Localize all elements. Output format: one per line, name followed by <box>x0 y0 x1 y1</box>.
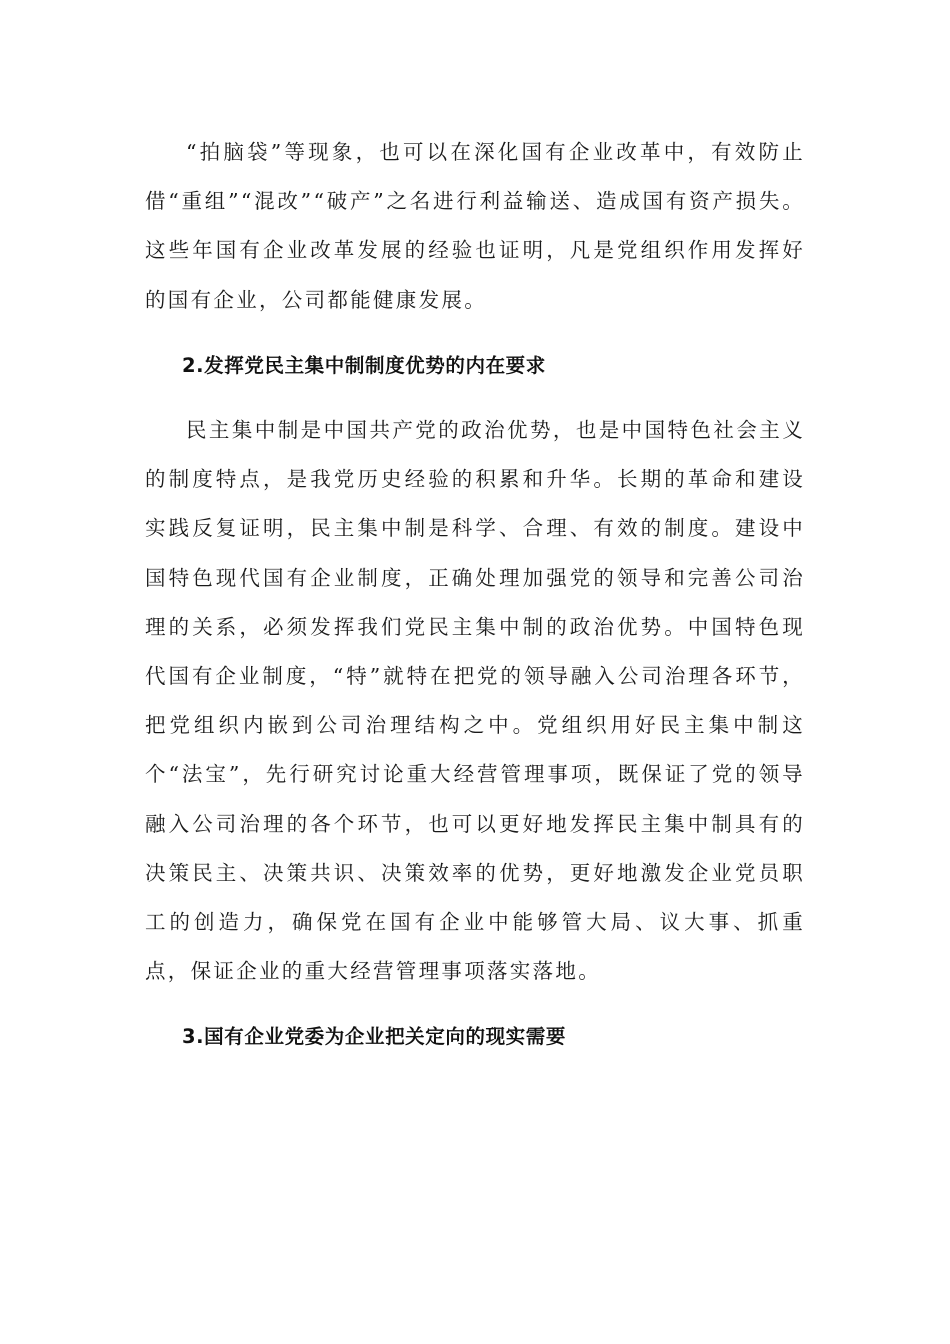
section-heading-3: 3.国有企业党委为企业把关定向的现实需要 <box>182 1025 566 1049</box>
section-heading-2: 2.发挥党民主集中制制度优势的内在要求 <box>182 353 546 377</box>
document-body <box>145 128 805 1062</box>
paragraph-continued: “拍脑袋”等现象，也可以在深化国有企业改革中，有效防止借“重组”“混改”“破产”之名进行利益输送、造成国有资产损失。这些年国有企业改革发展的经验也证明，凡是党组织作用发挥好的国有企业，公司都能健康发展。 <box>145 140 805 312</box>
paragraph-spacer <box>145 996 805 1012</box>
paragraph-democratic-centralism: 民主集中制是中国共产党的政治优势，也是中国特色社会主义的制度特点，是我党历史经验的积累和升华。长期的革命和建设实践反复证明，民主集中制是科学、合理、有效的制度。建设中国特色现代国有企业制度，正确处理加强党的领导和完善公司治理的关系，必须发挥我们党民主集中制的政治优势。中国特色现代国有企业制度，“特”就特在把党的领导融入公司治理各环节，把党组织内嵌到公司治理结构之中。党组织用好民主集中制这个“法宝”，先行研究讨论重大经营管理事项，既保证了党的领导融入公司治理的各个环节，也可以更好地发挥民主集中制具有的决策民主、决策共识、决策效率的优势，更好地激发企业党员职工的创造力，确保党在国有企业中能够管大局、议大事、抓重点，保证企业的重大经营管理事项落实落地。 <box>145 418 805 984</box>
paragraph-spacer <box>145 390 805 406</box>
paragraph-spacer <box>145 325 805 341</box>
